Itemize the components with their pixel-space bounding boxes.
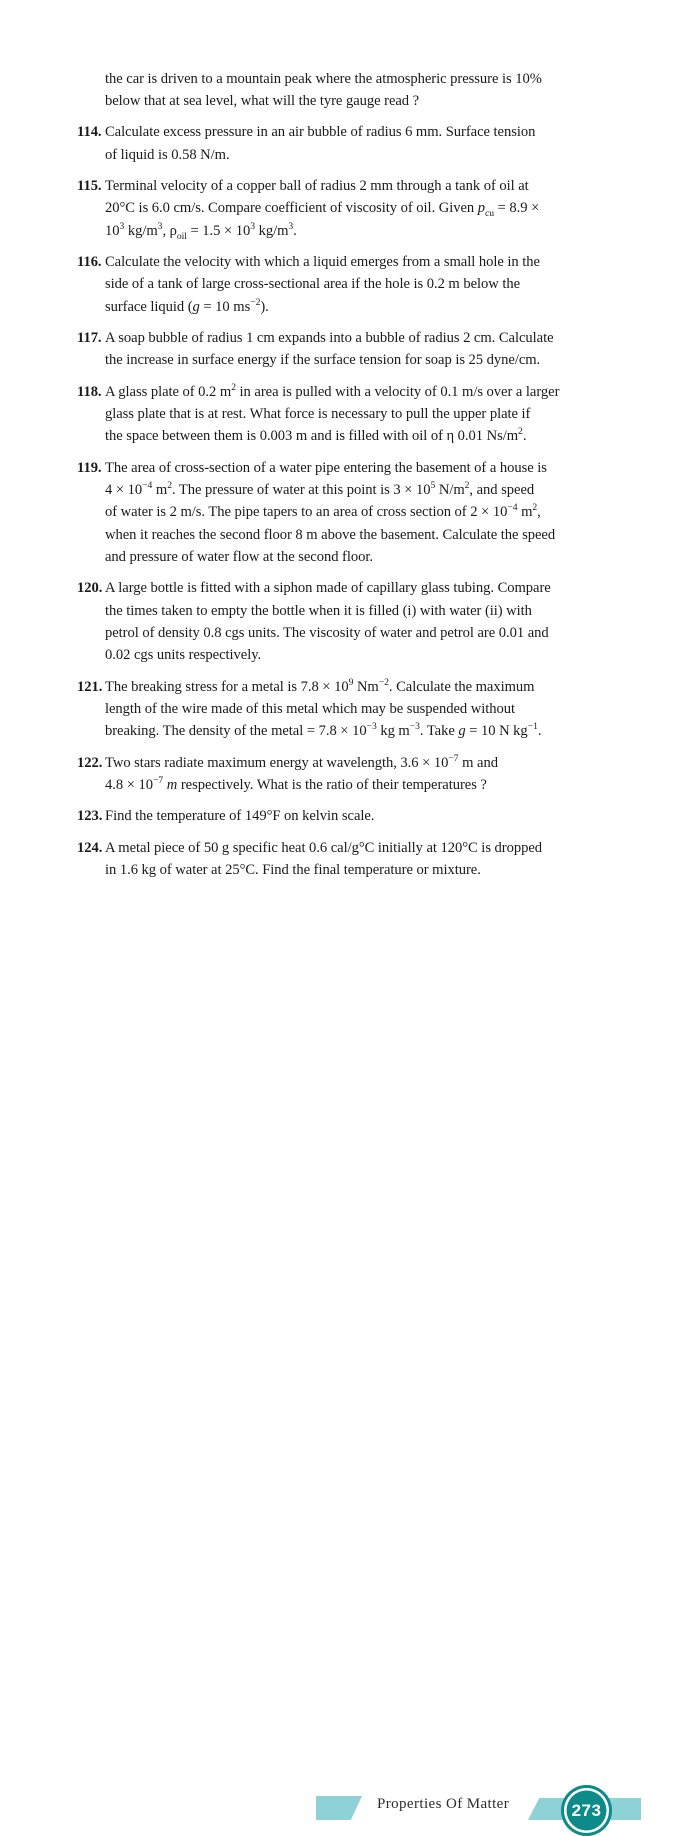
question-line: The area of cross-section of a water pipe entering the basement of a house is [105, 460, 547, 477]
question-line: the times taken to empty the bottle when it is filled (i) with water (ii) with [105, 602, 532, 619]
question-number: 118. [77, 384, 102, 401]
question-text [105, 837, 612, 881]
question-line: A metal piece of 50 g specific heat 0.6 cal/g°C initially at 120°C is dropped [105, 840, 543, 857]
question-text [105, 381, 612, 448]
question-text [105, 175, 612, 242]
question-number: 124. [77, 840, 103, 857]
question-number: 116. [77, 254, 102, 271]
continuation-line-2: below that at sea level, what will the tyre gauge read ? [105, 93, 420, 110]
question-line: glass plate that is at rest. What force is necessary to pull the upper plate if [105, 406, 531, 423]
question-line: $10^3$ $kg/m^3$, $\rho_{oil} = 1.5 \times 10^3$ $kg/m^3$. [105, 220, 297, 242]
question-item [77, 676, 612, 743]
question-number: 117. [77, 330, 102, 347]
continuation-paragraph [105, 68, 612, 112]
question-item [77, 805, 612, 827]
question-number: 122. [77, 754, 103, 771]
question-line: $4 \times 10^{-4}$ $m^2$. The pressure of water at this point is $3 \times 10^5$ $N/m^2$, and speed [105, 480, 535, 499]
question-line: A soap bubble of radius 1 cm expands into a bubble of radius 2 cm. Calculate [105, 330, 554, 347]
question-line: when it reaches the second floor 8 m above the basement. Calculate the speed [105, 526, 556, 543]
question-number: 121. [77, 678, 103, 695]
question-item [77, 251, 612, 318]
question-line: of water is 2 m/s. The pipe tapers to an area of cross section of $2 \times 10^{-4}$ $m^2$, [105, 502, 541, 521]
question-text [105, 752, 612, 796]
question-line: petrol of density 0.8 cgs units. The viscosity of water and petrol are 0.01 and [105, 624, 549, 641]
question-item [77, 381, 612, 448]
question-line: of liquid is 0.58 N/m. [105, 146, 230, 163]
page-number-badge: 273 [561, 1785, 612, 1836]
footer-chapter-title: Properties Of Matter [377, 1796, 510, 1812]
question-number: 123. [77, 808, 103, 825]
question-text [105, 577, 612, 666]
question-line: Two stars radiate maximum energy at wavelength, $3.6 \times 10^{-7}$ m and [105, 752, 498, 771]
question-line: Calculate the velocity with which a liquid emerges from a small hole in the [105, 254, 540, 271]
question-line: the increase in surface energy if the surface tension for soap is 25 dyne/cm. [105, 352, 541, 369]
question-line: Terminal velocity of a copper ball of radius 2 mm through a tank of oil at [105, 178, 529, 195]
question-number: 120. [77, 580, 103, 597]
question-line: Calculate excess pressure in an air bubble of radius 6 mm. Surface tension [105, 124, 536, 141]
question-number: 114. [77, 124, 102, 141]
question-item [77, 327, 612, 371]
question-item [77, 457, 612, 568]
question-line: in 1.6 kg of water at 25°C. Find the final temperature or mixture. [105, 862, 481, 879]
question-item [77, 121, 612, 165]
question-line: side of a tank of large cross-sectional area if the hole is 0.2 m below the [105, 276, 521, 293]
question-line: A glass plate of 0.2 $m^2$ in area is pulled with a velocity of 0.1 m/s over a larger [105, 382, 560, 401]
question-number: 115. [77, 178, 102, 195]
question-line: surface liquid (g = 10 $ms^{-2}$). [105, 296, 269, 315]
question-list [77, 121, 612, 881]
question-line: $4.8 \times 10^{-7}$ m respectively. What is the ratio of their temperatures ? [105, 774, 487, 793]
question-item [77, 752, 612, 796]
question-line: the space between them is 0.003 m and is filled with oil of η 0.01 $Ns/m^2$. [105, 426, 527, 445]
question-line: Find the temperature of 149°F on kelvin scale. [105, 808, 375, 825]
footer-left-accent-shape [316, 1796, 362, 1820]
question-item [77, 577, 612, 666]
page-footer [0, 893, 689, 1820]
continuation-line-1: the car is driven to a mountain peak where the atmospheric pressure is 10% [105, 71, 542, 87]
question-text [105, 805, 612, 827]
question-text [105, 121, 612, 165]
question-line: 20°C is 6.0 cm/s. Compare coefficient of viscosity of oil. Given $p_{cu} = 8.9$ × [105, 200, 540, 220]
question-item [77, 175, 612, 242]
question-line: length of the wire made of this metal which may be suspended without [105, 700, 515, 717]
question-line: The breaking stress for a metal is $7.8 \times 10^9$ $Nm^{-2}$. Calculate the maximum [105, 676, 535, 695]
question-line: A large bottle is fitted with a siphon made of capillary glass tubing. Compare [105, 580, 551, 597]
question-item [77, 837, 612, 881]
question-text [105, 251, 612, 318]
question-text [105, 676, 612, 743]
question-text [105, 327, 612, 371]
question-number: 119. [77, 460, 102, 477]
page-content [77, 68, 612, 891]
question-line: breaking. The density of the metal = $7.8 \times 10^{-3}$ kg $m^{-3}$. Take g = 10 N $kg^{-1}$. [105, 721, 542, 739]
question-line: and pressure of water flow at the second floor. [105, 548, 373, 565]
question-line: 0.02 cgs units respectively. [105, 646, 262, 663]
question-text [105, 457, 612, 568]
